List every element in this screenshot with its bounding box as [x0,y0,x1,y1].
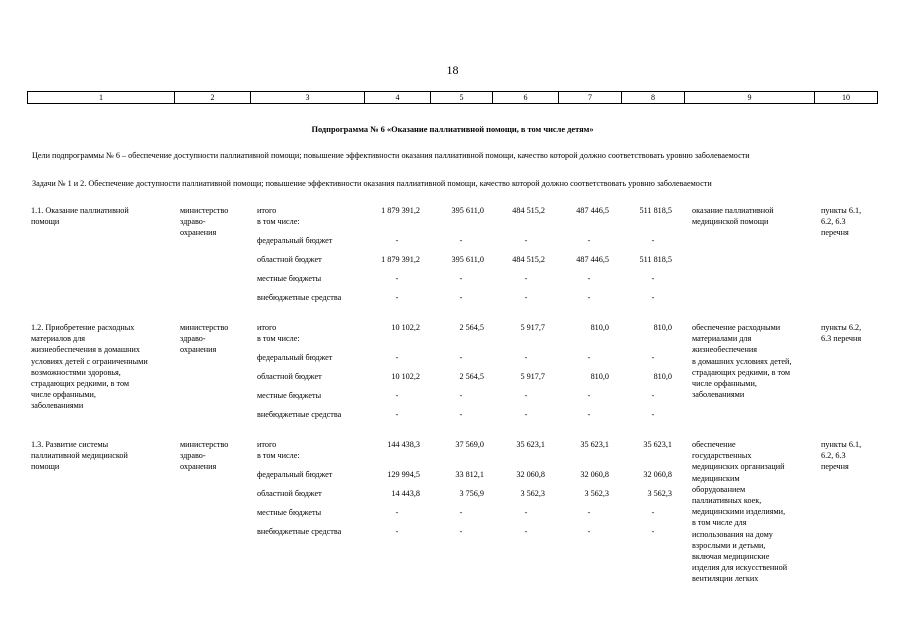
measure-name-line: числе орфанными, [31,390,96,400]
reference-line: перечня [821,462,849,472]
funding-source: итого [257,323,277,332]
amount-cell: 3 562,3 [647,489,672,498]
funding-source: внебюджетные средства [257,410,342,419]
amount-cell: 129 994,5 [387,470,420,479]
amount-cell: - [524,274,528,283]
expected-result-line: страдающих редкими, в том [692,367,791,377]
measure-name-line: 1.2. Приобретение расходных [31,323,135,332]
funding-source: областной бюджет [257,255,322,264]
reference-line: 6.3 перечня [821,334,862,344]
amount-cell: - [459,274,463,283]
amount-cell: 810,0 [590,372,609,381]
amount-cell: - [395,391,399,400]
amount-cell: - [651,527,655,536]
amount-cell: - [651,391,655,400]
amount-cell: - [395,353,399,362]
executor-line: министерство [180,323,229,332]
amount-cell: 32 060,8 [643,470,672,479]
expected-result-line: в том числе для [692,518,747,528]
expected-result-line: медицинских организаций [692,462,785,472]
expected-result-line: медицинским [692,473,740,483]
column-number: 10 [815,92,878,104]
funding-source: местные бюджеты [257,274,322,283]
subprogram-goals: Цели подпрограммы № 6 – обеспечение доступности паллиативной помощи; повышение эффективности оказания паллиативной помощи, качество которой должно соответствовать уровню заболеваемости [32,151,750,160]
amount-cell: - [524,410,528,419]
amount-cell: - [587,293,591,302]
amount-cell: - [524,391,528,400]
amount-cell: 484 515,2 [512,255,545,264]
amount-cell: - [395,274,399,283]
amount-cell: - [459,508,463,517]
amount-cell: 395 611,0 [451,255,484,264]
amount-cell: 511 818,5 [639,206,672,215]
expected-result-line: обеспечение [692,440,736,449]
amount-cell: 511 818,5 [639,255,672,264]
amount-cell: 484 515,2 [512,206,545,215]
amount-cell: - [587,353,591,362]
amount-cell: - [587,410,591,419]
amount-cell: - [395,410,399,419]
column-number-header [27,91,878,104]
expected-result-line: оборудованием [692,484,746,494]
amount-cell: - [459,391,463,400]
amount-cell: 5 917,7 [520,372,545,381]
executor-line: охранения [180,345,217,355]
amount-cell: 2 564,5 [459,372,484,381]
measure-name-line: страдающих редкими, в том [31,379,130,388]
amount-cell: - [395,236,399,245]
executor-line: охранения [180,462,217,472]
amount-cell: - [524,353,528,362]
executor-line: министерство [180,206,229,215]
amount-cell: 35 623,1 [643,440,672,449]
funding-source: областной бюджет [257,372,322,381]
executor-line: здраво- [180,217,206,227]
amount-cell: 3 756,9 [459,489,484,498]
measure-name-line: паллиативной медицинской [31,451,128,461]
measure-name-line: заболеваниями [31,401,84,411]
column-number: 1 [28,92,175,104]
amount-cell: 14 443,8 [391,489,420,498]
amount-cell: 33 812,1 [455,470,484,479]
amount-cell: - [587,236,591,245]
amount-cell: - [651,293,655,302]
amount-cell: - [524,508,528,517]
amount-cell: - [459,236,463,245]
column-number: 5 [431,92,493,104]
amount-cell: - [587,508,591,517]
amount-cell: 35 623,1 [580,440,609,449]
amount-cell: - [395,508,399,517]
amount-cell: 32 060,8 [580,470,609,479]
funding-source: федеральный бюджет [257,236,333,245]
amount-cell: - [459,410,463,419]
executor-line: здраво- [180,451,206,461]
amount-cell: - [395,293,399,302]
expected-result-line: медицинскими изделиями, [692,507,786,517]
amount-cell: 810,0 [653,372,672,381]
column-number: 3 [251,92,365,104]
funding-source: областной бюджет [257,489,322,498]
amount-cell: 3 562,3 [520,489,545,498]
measure-name-line: помощи [31,217,60,227]
amount-cell: 487 446,5 [576,206,609,215]
amount-cell: - [651,508,655,517]
funding-source: внебюджетные средства [257,293,342,302]
reference-line: 6.2, 6.3 [821,217,846,227]
funding-source: в том числе: [257,334,300,343]
amount-cell: 3 562,3 [584,489,609,498]
reference-line: пункты 6.1, [821,206,862,215]
executor-line: здраво- [180,334,206,344]
amount-cell: - [524,293,528,302]
expected-result-line: изделия для искусственной [692,563,788,573]
amount-cell: - [524,236,528,245]
expected-result-line: обеспечение расходными [692,323,781,332]
amount-cell: 2 564,5 [459,323,484,332]
amount-cell: - [587,274,591,283]
measure-name-line: материалов для [31,334,86,344]
amount-cell: - [587,391,591,400]
amount-cell: 487 446,5 [576,255,609,264]
measure-name-line: возможностями здоровья, [31,367,121,377]
amount-cell: 10 102,2 [391,323,420,332]
column-number: 2 [175,92,251,104]
funding-source: местные бюджеты [257,391,322,400]
amount-cell: 810,0 [653,323,672,332]
column-number: 6 [493,92,559,104]
amount-cell: 1 879 391,2 [381,255,420,264]
page-number: 18 [446,63,459,77]
expected-result-line: оказание паллиативной [692,206,774,215]
expected-result-line: паллиативных коек, [692,496,762,505]
column-number: 8 [622,92,685,104]
expected-result-line: взрослыми и детьми, [692,540,766,550]
executor-line: охранения [180,228,217,238]
amount-cell: - [524,527,528,536]
funding-source: итого [257,440,277,449]
amount-cell: 144 438,3 [387,440,420,449]
measure-name-line: помощи [31,462,60,472]
funding-source: в том числе: [257,217,300,226]
subprogram-tasks: Задачи № 1 и 2. Обеспечение доступности паллиативной помощи; повышение эффективности оказания паллиативной помощи, качество которой должно соответствовать уровню заболеваемости [32,179,712,188]
amount-cell: 37 569,0 [455,440,484,449]
amount-cell: 5 917,7 [520,323,545,332]
executor-line: министерство [180,440,229,449]
amount-cell: 1 879 391,2 [381,206,420,215]
amount-cell: - [651,274,655,283]
expected-result-line: материалами для [692,334,752,344]
amount-cell: - [651,236,655,245]
reference-line: перечня [821,228,849,238]
funding-source: федеральный бюджет [257,353,333,362]
reference-line: 6.2, 6.3 [821,451,846,461]
amount-cell: - [395,527,399,536]
amount-cell: 10 102,2 [391,372,420,381]
amount-cell: - [587,527,591,536]
amount-cell: - [459,527,463,536]
expected-result-line: заболеваниями [692,390,745,400]
expected-result-line: государственных [692,451,752,461]
funding-source: внебюджетные средства [257,527,342,536]
amount-cell: 32 060,8 [516,470,545,479]
funding-source: в том числе: [257,451,300,460]
expected-result-line: медицинской помощи [692,217,769,227]
reference-line: пункты 6.1, [821,440,862,449]
amount-cell: - [651,353,655,362]
measure-name-line: жизнеобеспечения в домашних [31,345,140,355]
amount-cell: 395 611,0 [451,206,484,215]
measure-name-line: условиях детей с ограниченными [31,356,148,366]
funding-source: федеральный бюджет [257,470,333,479]
expected-result-line: числе орфанными, [692,379,757,388]
column-number: 7 [559,92,622,104]
reference-line: пункты 6.2, [821,323,862,332]
amount-cell: 810,0 [590,323,609,332]
expected-result-line: в домашних условиях детей, [692,356,792,366]
amount-cell: - [459,293,463,302]
column-number: 4 [365,92,431,104]
expected-result-line: жизнеобеспечения [692,345,758,355]
expected-result-line: использования на дому [692,529,773,539]
funding-source: итого [257,206,277,215]
expected-result-line: включая медицинские [692,552,770,561]
column-number: 9 [685,92,815,104]
measure-name-line: 1.3. Развитие системы [31,440,109,449]
amount-cell: - [459,353,463,362]
measure-name-line: 1.1. Оказание паллиативной [31,206,129,215]
amount-cell: - [651,410,655,419]
subprogram-title: Подпрограмма № 6 «Оказание паллиативной помощи, в том числе детям» [311,125,594,134]
funding-source: местные бюджеты [257,508,322,517]
expected-result-line: вентиляции легких [692,574,759,584]
amount-cell: 35 623,1 [516,440,545,449]
